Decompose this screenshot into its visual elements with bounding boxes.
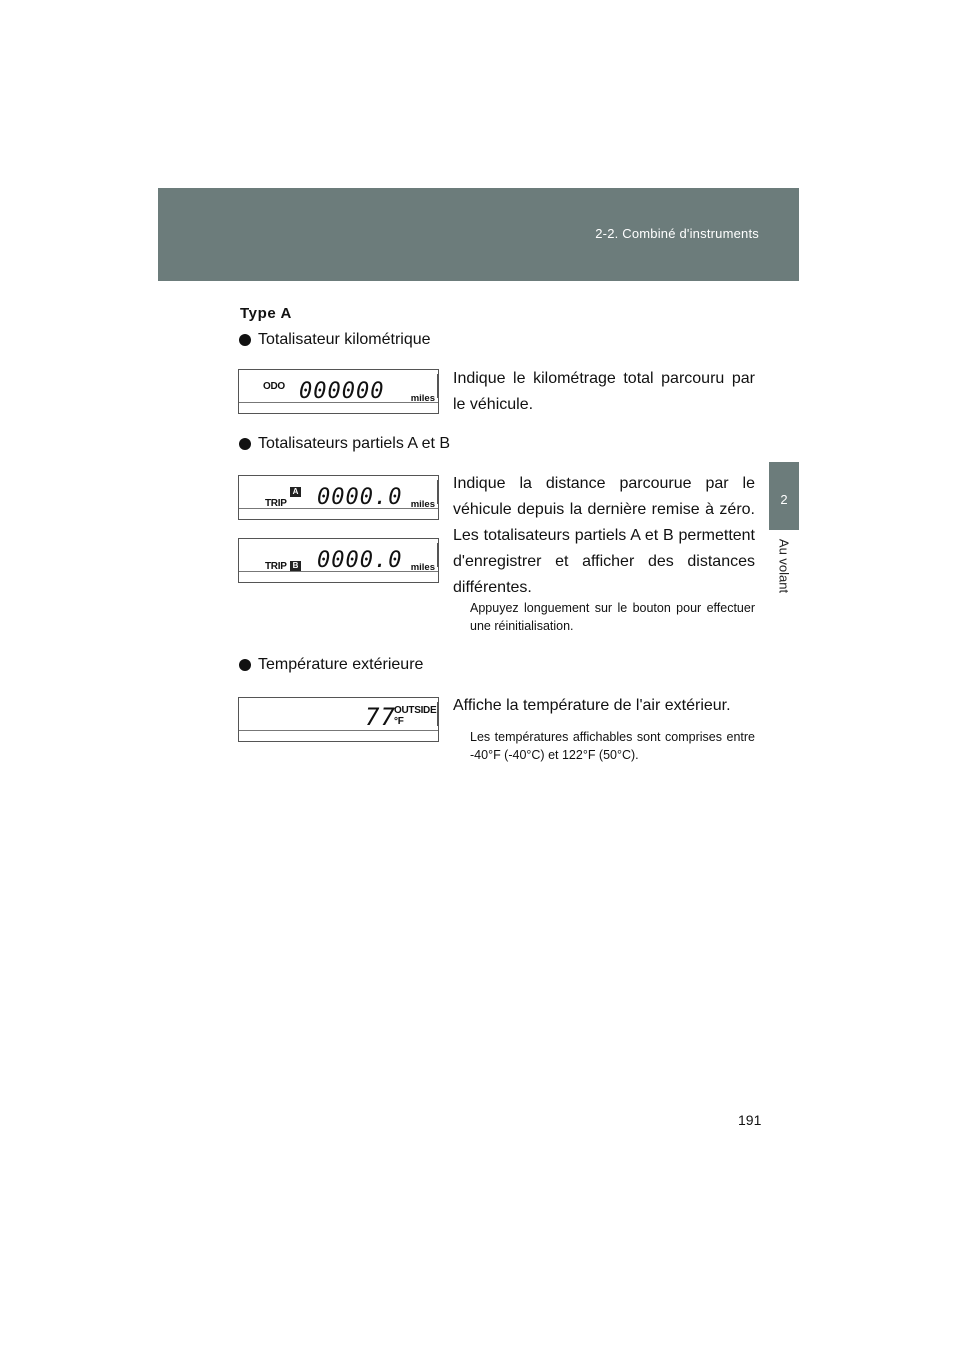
bullet-odometer: [239, 331, 431, 349]
bullet-odometer-title: Totalisateur kilométrique: [258, 331, 431, 348]
odo-digits: 000000: [299, 379, 385, 404]
lcd-divider: [239, 730, 438, 731]
trip-b-display: [238, 538, 439, 583]
bullet-outside-temperature-title: Température extérieure: [258, 656, 424, 673]
trip-a-display: [238, 475, 439, 520]
outside-temperature-display: [238, 697, 439, 742]
lcd-border: [437, 702, 438, 726]
page-number: 191: [738, 1112, 762, 1128]
header-band: [158, 188, 799, 281]
odometer-display: [238, 369, 439, 414]
lcd-divider: [239, 402, 438, 403]
trip-b-badge: B: [290, 561, 301, 571]
lcd-border: [437, 543, 438, 567]
trip-a-label: TRIP: [265, 498, 287, 509]
trip-meters-description: Indique la distance parcourue par le véhicule depuis la dernière remise à zéro. Les totalisateurs partiels A et B permettent d'enregistrer et afficher des distances différentes.: [453, 475, 755, 596]
outside-digits: 77: [365, 703, 396, 731]
header-section-title: 2-2. Combiné d'instruments: [595, 226, 759, 241]
bullet-icon: [239, 334, 251, 346]
odo-unit: miles: [410, 393, 435, 404]
bullet-trip-meters-title: Totalisateurs partiels A et B: [258, 435, 451, 452]
trip-a-unit: miles: [410, 499, 435, 510]
trip-b-label: TRIP: [265, 561, 287, 572]
outside-unit: °F: [394, 716, 404, 727]
outside-temperature-description: Affiche la température de l'air extérieur.: [453, 697, 731, 714]
outside-label: OUTSIDE: [394, 705, 437, 716]
lcd-divider: [239, 508, 438, 509]
lcd-border: [437, 480, 438, 504]
bullet-trip-meters: [239, 435, 450, 453]
bullet-icon: [239, 438, 251, 450]
trip-b-digits: 0000.0: [317, 548, 403, 573]
trip-b-unit: miles: [410, 562, 435, 573]
chapter-number: 2: [780, 492, 788, 507]
lcd-divider: [239, 571, 438, 572]
bullet-outside-temperature: [239, 656, 423, 674]
trip-a-digits: 0000.0: [317, 485, 403, 510]
trip-meters-note: Appuyez longuement sur le bouton pour effectuer une réinitialisation.: [470, 601, 755, 633]
section-title: Type A: [240, 305, 292, 322]
trip-a-badge: A: [290, 487, 301, 497]
chapter-tab: [769, 462, 799, 530]
odo-label: ODO: [263, 381, 285, 392]
lcd-border: [437, 374, 438, 398]
outside-temperature-note: Les températures affichables sont comprises entre -40°F (-40°C) et 122°F (50°C).: [470, 730, 755, 762]
bullet-icon: [239, 659, 251, 671]
odometer-description: Indique le kilométrage total parcouru par le véhicule.: [453, 370, 755, 413]
chapter-label: Au volant: [776, 538, 792, 594]
